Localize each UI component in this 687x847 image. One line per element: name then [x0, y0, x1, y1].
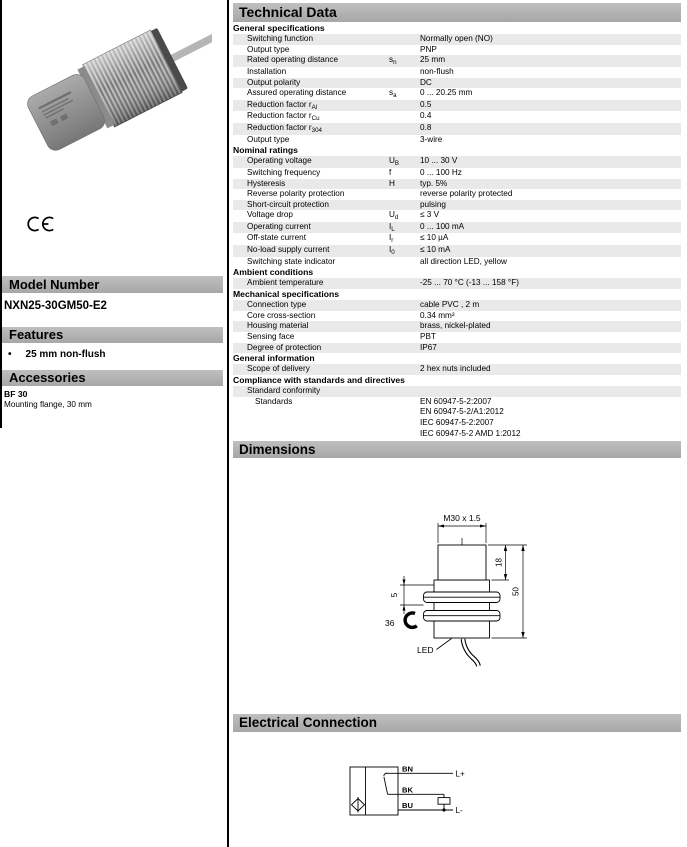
spec-symbol: [389, 78, 420, 89]
feature-item: [8, 349, 106, 360]
spec-symbol: [389, 34, 420, 45]
spec-symbol: [389, 321, 420, 332]
spec-value: typ. 5%: [420, 178, 448, 188]
spec-row: [233, 88, 681, 100]
spec-value: IP67: [420, 342, 437, 352]
section-header: Compliance with standards and directives: [233, 374, 405, 385]
spec-label: Output type: [247, 134, 290, 144]
spec-row: [233, 222, 681, 234]
column-divider: [227, 0, 229, 847]
spec-label: Operating current: [247, 221, 311, 231]
spec-value: 0.34 mm²: [420, 310, 455, 320]
spec-symbol: $s_n$: [389, 55, 397, 67]
spec-row: [233, 332, 681, 343]
spec-symbol: [389, 386, 420, 397]
spec-row: [233, 45, 681, 56]
feature-item-label: 25 mm non-flush: [25, 349, 106, 360]
spec-symbol: [389, 332, 420, 343]
spec-value: -25 ... 70 °C (-13 ... 158 °F): [420, 278, 519, 288]
spec-row: [233, 300, 681, 311]
wire-label-bk: BK: [402, 785, 413, 795]
section-header: Ambient conditions: [233, 267, 314, 278]
spec-label: Degree of protection: [247, 342, 322, 352]
product-photo: [12, 14, 212, 164]
sensor-cable: [171, 21, 212, 59]
spec-row: [233, 386, 681, 397]
wrench-icon: [405, 613, 417, 627]
spec-label: Output type: [247, 44, 290, 54]
spec-label: Reduction factor $r_{Cu}$: [247, 111, 320, 123]
spec-label: No-load supply current: [247, 245, 330, 255]
spec-value: 0.8: [420, 122, 432, 132]
spec-value: PBT: [420, 332, 436, 341]
accessory-description: Mounting flange, 30 mm: [4, 400, 92, 409]
model-number-value: NXN25-30GM50-E2: [4, 300, 107, 312]
spec-value: ≤ 10 mA: [420, 245, 451, 255]
spec-label: Switching function: [247, 34, 313, 44]
total-height-label: 50: [511, 587, 521, 596]
spec-symbol: $I_r$: [389, 233, 394, 245]
spec-row: [233, 168, 681, 179]
load-resistor-symbol: [438, 798, 450, 805]
spec-label: Core cross-section: [247, 310, 316, 320]
spec-symbol: [389, 397, 420, 439]
section-header: Nominal ratings: [233, 145, 298, 156]
spec-symbol: [389, 343, 420, 354]
section-header: Mechanical specifications: [233, 289, 340, 300]
spec-symbol: $U_B$: [389, 156, 400, 168]
spec-symbol: H: [389, 178, 395, 188]
spec-label: Sensing face: [247, 332, 295, 341]
thread-barrel-outline: [438, 545, 486, 580]
spec-row: [233, 123, 681, 135]
terminal-label-lplus: L+: [455, 769, 465, 779]
spec-symbol: [389, 189, 420, 200]
spec-value: non-flush: [420, 66, 454, 76]
spec-row: [233, 189, 681, 200]
dimension-drawing: [380, 505, 560, 705]
spec-value: pulsing: [420, 199, 446, 209]
spec-row: [233, 78, 681, 89]
ce-mark-icon: [26, 216, 56, 232]
sensor-housing-outline: [434, 580, 490, 638]
wire-label-bu: BU: [402, 801, 413, 810]
spec-value: 10 ... 30 V: [420, 156, 458, 166]
wrench-size-label: 36: [385, 618, 395, 628]
spec-row: [233, 364, 681, 375]
inductive-sensor-symbol: [352, 797, 365, 813]
spec-label: Switching frequency: [247, 167, 321, 177]
spec-value: cable PVC , 2 m: [420, 300, 480, 310]
spec-value: PNP: [420, 44, 437, 54]
spec-value: all direction LED, yellow: [420, 256, 507, 266]
spec-value: 25 mm: [420, 55, 446, 65]
model-number-header: Model Number: [2, 276, 223, 293]
nut-thickness-label: 5: [390, 592, 399, 598]
spec-label: Off-state current: [247, 233, 307, 243]
spec-symbol: [389, 45, 420, 56]
spec-value: 0.5: [420, 99, 432, 109]
spec-label: Reverse polarity protection: [247, 189, 345, 199]
spec-symbol: $s_a$: [389, 88, 397, 99]
spec-row: [233, 135, 681, 146]
spec-value: 3-wire: [420, 134, 443, 144]
spec-row: [233, 397, 681, 439]
page-left-border: [0, 0, 2, 428]
spec-symbol: f: [389, 167, 392, 177]
spec-row: [233, 245, 681, 257]
spec-symbol: [389, 257, 420, 268]
spec-label: Reduction factor $r_{Al}$: [247, 99, 318, 111]
spec-value: [420, 386, 681, 397]
spec-symbol: [389, 278, 420, 289]
spec-label: Standard conformity: [247, 386, 321, 396]
spec-label: Operating voltage: [247, 156, 312, 166]
spec-row: [233, 67, 681, 78]
spec-label: Housing material: [247, 321, 309, 331]
wire-label-bn: BN: [402, 764, 413, 774]
spec-value: 0.4: [420, 111, 432, 121]
dimensions-header: Dimensions: [233, 441, 681, 458]
spec-value: brass, nickel-plated: [420, 321, 491, 331]
spec-value: 0 ... 100 mA: [420, 221, 465, 231]
spec-symbol: $U_d$: [389, 210, 399, 222]
wiring-diagram: [340, 755, 520, 825]
spec-symbol: [389, 300, 420, 311]
spec-row: [233, 311, 681, 322]
technical-data-table: [233, 23, 681, 439]
accessory-name: BF 30: [4, 389, 28, 399]
spec-symbol: $I_0$: [389, 245, 395, 256]
spec-label: Switching state indicator: [247, 256, 336, 266]
spec-symbol: [389, 200, 420, 211]
spec-label: Short-circuit protection: [247, 199, 329, 209]
spec-row: [233, 257, 681, 268]
terminal-label-lminus: L-: [455, 806, 463, 815]
section-header: General information: [233, 353, 315, 364]
electrical-connection-header: Electrical Connection: [233, 714, 681, 732]
barrel-height-label: 18: [494, 558, 504, 567]
spec-row: [233, 55, 681, 67]
sensor-body-render: [22, 14, 212, 158]
bullet-icon: •: [8, 349, 12, 360]
thread-size-label: M30 x 1.5: [443, 513, 481, 523]
spec-symbol: $I_L$: [389, 221, 395, 233]
technical-data-header: Technical Data: [233, 3, 681, 22]
spec-label: Assured operating distance: [247, 88, 347, 98]
switch-contact-symbol: [384, 773, 388, 794]
spec-symbol: [389, 364, 420, 375]
spec-label: Output polarity: [247, 77, 301, 87]
spec-row: [233, 179, 681, 190]
spec-label: Connection type: [247, 300, 307, 310]
led-label: LED: [417, 645, 434, 655]
spec-symbol: [389, 111, 420, 123]
spec-label: Voltage drop: [247, 210, 293, 220]
spec-label: Installation: [247, 66, 287, 76]
spec-value: Normally open (NO): [420, 34, 493, 44]
spec-value: 0 ... 20.25 mm: [420, 88, 473, 98]
section-header: General specifications: [233, 23, 325, 33]
spec-row: [233, 210, 681, 222]
spec-value: 2 hex nuts included: [420, 364, 491, 374]
spec-row: [233, 233, 681, 245]
spec-value: EN 60947-5-2:2007 EN 60947-5-2/A1:2012 IEC 60947-5-2:2007 IEC 60947-5-2 AMD 1:2012: [420, 396, 521, 438]
spec-value: ≤ 10 µA: [420, 233, 449, 243]
spec-symbol: [389, 311, 420, 322]
spec-symbol: [389, 123, 420, 135]
spec-row: [233, 200, 681, 211]
spec-value: ≤ 3 V: [420, 210, 440, 220]
spec-row: [233, 278, 681, 289]
spec-symbol: [389, 100, 420, 112]
spec-label: Rated operating distance: [247, 55, 339, 65]
spec-label: Scope of delivery: [247, 364, 310, 374]
spec-row: [233, 343, 681, 354]
spec-value: DC: [420, 77, 432, 87]
spec-row: [233, 111, 681, 123]
spec-row: [233, 321, 681, 332]
spec-symbol: [389, 135, 420, 146]
features-header: Features: [2, 327, 223, 343]
spec-label: Standards: [255, 396, 293, 406]
spec-symbol: [389, 67, 420, 78]
led-leader-line: [437, 639, 452, 650]
spec-row: [233, 156, 681, 168]
spec-label: Reduction factor $r_{304}$: [247, 122, 322, 134]
spec-label: Hysteresis: [247, 178, 286, 188]
spec-value: 0 ... 100 Hz: [420, 167, 462, 177]
spec-row: [233, 100, 681, 112]
spec-row: [233, 34, 681, 45]
spec-value: reverse polarity protected: [420, 189, 513, 199]
junction-dot: [442, 808, 445, 811]
spec-label: Ambient temperature: [247, 278, 324, 288]
accessories-header: Accessories: [2, 370, 223, 386]
